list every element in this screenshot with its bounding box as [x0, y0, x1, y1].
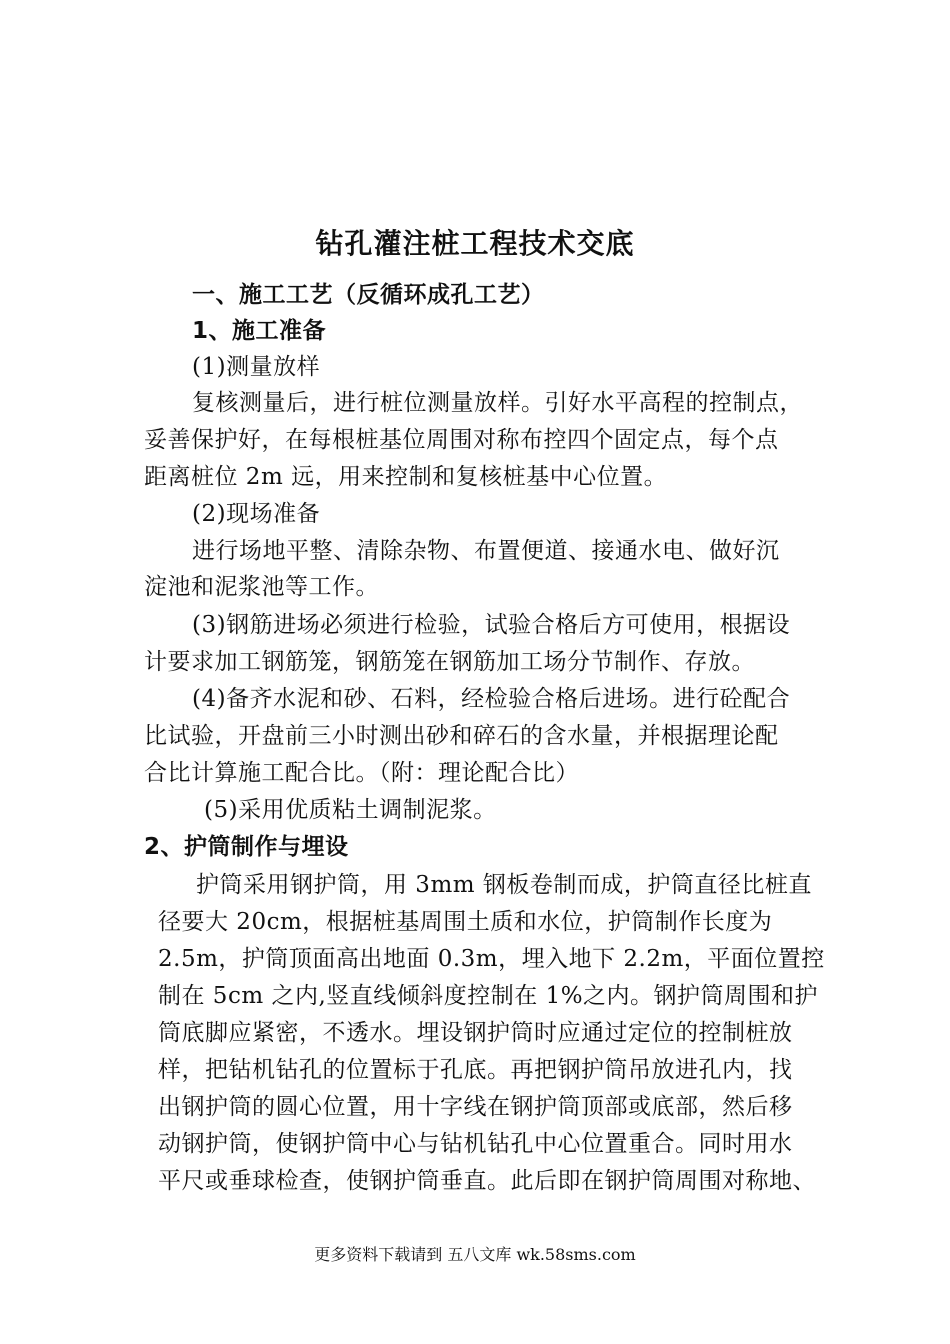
paragraph-line: 比试验，开盘前三小时测出砂和碎石的含水量，并根据理论配	[144, 723, 779, 749]
paragraph-line: 护筒采用钢护筒，用 3mm 钢板卷制而成，护筒直径比桩直	[196, 872, 812, 898]
paragraph-line: 淀池和泥浆池等工作。	[144, 574, 379, 600]
item-heading-2: (2)现场准备	[192, 501, 321, 527]
item-heading-1: (1)测量放样	[192, 354, 321, 380]
paragraph-line: 径要大 20cm，根据桩基周围土质和水位，护筒制作长度为	[158, 909, 773, 935]
paragraph-line: (4)备齐水泥和砂、石料，经检验合格后进场。进行砼配合	[192, 686, 791, 712]
page-footer: 更多资料下载请到 五八文库 wk.58sms.com	[314, 1245, 636, 1264]
item-heading-5: (5)采用优质粘土调制泥浆。	[204, 797, 497, 823]
paragraph-line: 进行场地平整、清除杂物、布置便道、接通水电、做好沉	[192, 538, 780, 564]
paragraph-line: 计要求加工钢筋笼，钢筋笼在钢筋加工场分节制作、存放。	[144, 649, 755, 675]
paragraph-line: 制在 5cm 之内,竖直线倾斜度控制在 1%之内。钢护筒周围和护	[158, 983, 819, 1009]
paragraph-line: 动钢护筒，使钢护筒中心与钻机钻孔中心位置重合。同时用水	[158, 1131, 793, 1157]
paragraph-line: (3)钢筋进场必须进行检验，试验合格后方可使用，根据设	[192, 612, 791, 638]
paragraph-line: 妥善保护好，在每根桩基位周围对称布控四个固定点，每个点	[144, 427, 779, 453]
section-heading-1: 一、施工工艺（反循环成孔工艺）	[192, 282, 545, 308]
document-title: 钻孔灌注桩工程技术交底	[315, 227, 635, 260]
subsection-heading-2: 2、护筒制作与埋设	[144, 834, 349, 860]
paragraph-line: 合比计算施工配合比。（附：理论配合比）	[144, 760, 579, 786]
paragraph-line: 出钢护筒的圆心位置，用十字线在钢护筒顶部或底部，然后移	[158, 1094, 793, 1120]
paragraph-line: 距离桩位 2m 远，用来控制和复核桩基中心位置。	[144, 464, 668, 490]
subsection-heading-1: 1、施工准备	[192, 318, 327, 344]
paragraph-line: 复核测量后，进行桩位测量放样。引好水平高程的控制点，	[192, 390, 803, 416]
paragraph-line: 平尺或垂球检查，使钢护筒垂直。此后即在钢护筒周围对称地、	[158, 1168, 816, 1194]
paragraph-line: 2.5m，护筒顶面高出地面 0.3m，埋入地下 2.2m，平面位置控	[158, 946, 825, 972]
paragraph-line: 样，把钻机钻孔的位置标于孔底。再把钢护筒吊放进孔内，找	[158, 1057, 793, 1083]
paragraph-line: 筒底脚应紧密，不透水。埋设钢护筒时应通过定位的控制桩放	[158, 1020, 793, 1046]
